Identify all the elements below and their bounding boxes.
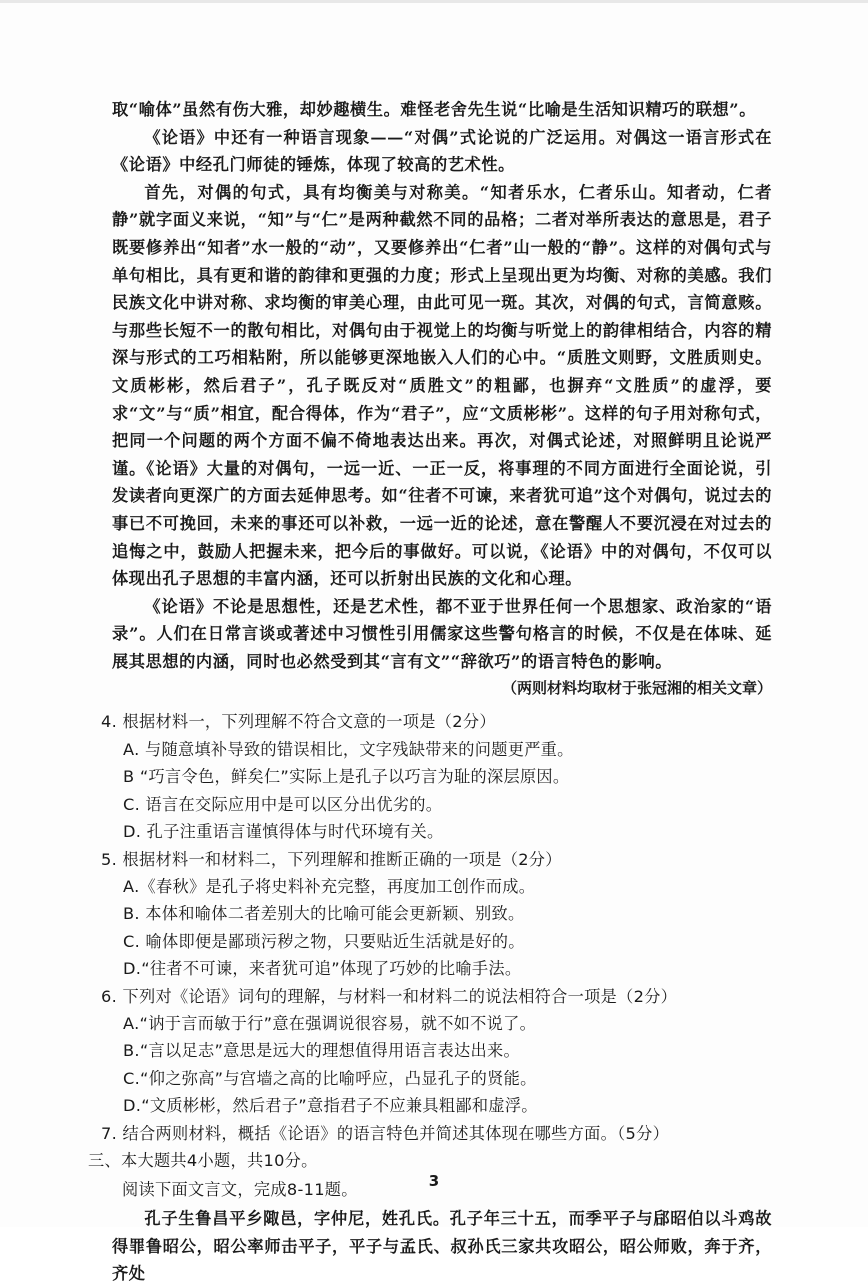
option-b[interactable]: B. 本体和喻体二者差别大的比喻可能会更新颖、别致。 [123,904,525,924]
question-6 [101,983,772,1120]
question-7 [101,1120,772,1147]
passage-source: （两则材料均取材于张冠湘的相关文章） [501,679,772,698]
question-4 [101,708,772,845]
option-d[interactable]: D. 孔子注重语言谨慎得体与时代环境有关。 [123,822,444,842]
option-d[interactable]: D.“文质彬彬，然后君子”意指君子不应兼具粗鄙和虚浮。 [123,1096,538,1116]
passage-paragraph-2: 首先，对偶的句式，具有均衡美与对称美。“知者乐水，仁者乐山。知者动，仁者静”就字面义来说，“知”与“仁”是两种截然不同的品格；二者对举所表达的意思是，君子既要修养出“知者”水一般的“动”，又要修养出“仁者”山一般的“静”。这样的对偶句式与单句相比，具有更和谐的韵律和更强的力度；形式上呈现出更为均衡、对称的美感。我们民族文化中讲对称、求均衡的审美心理，由此可见一斑。其次，对偶的句式，言简意赅。与那些长短不一的散句相比，对偶句由于视觉上的均衡与听觉上的韵律相结合，内容的精深与形式的工巧相粘附，所以能够更深地嵌入人们的心中。“质胜文则野，文胜质则史。文质彬彬，然后君子”，孔子既反对“质胜文”的粗鄙，也摒弃“文胜质”的虚浮，要求“文”与“质”相宜，配合得体，作为“君子”，应“文质彬彬”。这样的句子用対称句式，把同一个问题的两个方面不偏不倚地表达出来。再次，对偶式论述，对照鲜明且论说严谨。《论语》大量的对偶句，一远一近、一正一反，将事理的不同方面进行全面论说，引发读者向更深广的方面去延伸思考。如“往者不可谏，来者犹可追”这个对偶句，说过去的事已不可挽回，未来的事还可以补救，一远一近的论述，意在警醒人不要沉浸在对过去的追悔之中，鼓励人把握未来，把今后的事做好。可以说，《论语》中的对偶句，不仅可以体现出孔子思想的丰富内涵，还可以折射出民族的文化和心理。 [112,182,772,589]
page-number: 3 [428,1172,440,1190]
option-b[interactable]: B.“言以足志”意思是远大的理想值得用语言表达出来。 [123,1041,520,1061]
passage-paragraph-continued: 取“喻体”虽然有伤大雅，却妙趣横生。难怪老舍先生说“比喻是生活知识精巧的联想”。 [112,100,756,119]
option-c[interactable]: C. 喻体即便是鄙琐污秽之物，只要贴近生活就是好的。 [123,931,525,951]
passage-paragraph-3: 《论语》不论是思想性，还是艺术性，都不亚于世界任何一个思想家、政治家的“语录”。人们在日常言谈或著述中习惯性引用儒家这些警句格言的时候，不仅是在体味、延展其思想的内涵，同时也必然受到其“言有文”“辞欲巧”的语言特色的影响。 [112,596,772,671]
option-c[interactable]: C. 语言在交际应用中是可以区分出优劣的。 [123,794,443,814]
question-5 [101,846,772,983]
option-a[interactable]: A. 与随意填补导致的错误相比，文字残缺带来的问题更严重。 [123,739,574,759]
scan-edge [0,0,868,3]
option-a[interactable]: A.《春秋》是孔子将史料补充完整，再度加工创作而成。 [123,876,536,896]
question-stem: 7. 结合两则材料，概括《论语》的语言特色并简述其体现在哪些方面。（5分） [101,1123,670,1143]
section-title: 三、本大题共4小题，共10分。 [88,1150,318,1170]
section-instruction: 阅读下面文言文，完成8-11题。 [122,1179,358,1199]
option-b[interactable]: B “巧言令色，鲜矣仁”实际上是孔子以巧言为耻的深层原因。 [123,767,570,787]
passage-paragraph-1: 《论语》中还有一种语言现象——“对偶”式论说的广泛运用。对偶这一语言形式在《论语》中经孔门师徒的锤炼，体现了较高的艺术性。 [112,127,772,175]
question-stem: 5. 根据材料一和材料二，下列理解和推断正确的一项是（2分） [101,849,562,869]
classical-text: 孔子生鲁昌平乡陬邑，字仲尼，姓孔氏。孔子年三十五，而季平子与郈昭伯以斗鸡故得罪鲁昭公，昭公率师击平子，平子与孟氏、叔孙氏三家共攻昭公，昭公师败，奔于齐，齐处 [112,1208,772,1284]
page-content [88,96,772,1288]
question-stem: 6. 下列对《论语》词句的理解，与材料一和材料二的说法相符合一项是（2分） [101,986,678,1006]
option-c[interactable]: C.“仰之弥高”与宫墙之高的比喻呼应，凸显孔子的贤能。 [123,1068,537,1088]
question-stem: 4. 根据材料一，下列理解不符合文意的一项是（2分） [101,712,496,732]
option-a[interactable]: A.“讷于言而敏于行”意在强调说很容易，就不如不说了。 [123,1013,537,1033]
option-d[interactable]: D.“往者不可谏，来者犹可追”体现了巧妙的比喻手法。 [123,959,522,979]
